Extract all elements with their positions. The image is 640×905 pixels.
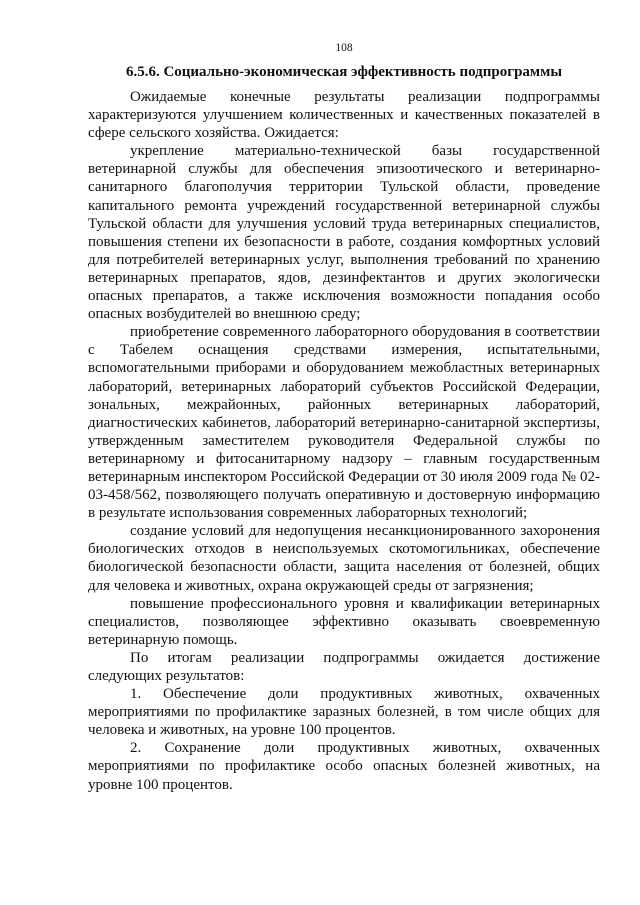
section-body [88,88,600,794]
page-number: 108 [335,42,353,54]
paragraph-results-intro: По итогам реализации подпрограммы ожидается достижение следующих результатов: [88,649,600,684]
paragraph-intro: Ожидаемые конечные результаты реализации подпрограммы характеризуются улучшением количественных и качественных показателей в сфере сельского хозяйства. Ожидается: [88,89,600,142]
result-item-2: 2. Сохранение доли продуктивных животных, охваченных мероприятиями по профилактике особо опасных болезней животных, на уровне 100 процентов. [88,740,600,793]
paragraph-strengthening: укрепление материально-технической базы государственной ветеринарной службы для обеспечения эпизоотического и ветеринарно-санитарного благополучия территории Тульской области, проведение капитального ремонта учреждений государственной ветеринарной службы Тульской области для улучшения условий труда ветеринарных специалистов, повышения степени их безопасности в работе, создания комфортных условий для потребителей ветеринарных услуг, выполнения требований по хранению ветеринарных препаратов, ядов, дезинфектантов и других экологически опасных препаратов, а также исключения возможности попадания особо опасных возбудителей во внешнюю среду; [88,143,600,323]
section-heading: 6.5.6. Социально-экономическая эффективность подпрограммы [125,64,563,80]
paragraph-qualification: повышение профессионального уровня и квалификации ветеринарных специалистов, позволяющее эффективно оказывать своевременную ветеринарную помощь. [88,595,600,648]
paragraph-equipment: приобретение современного лабораторного оборудования в соответствии с Табелем оснащения средствами измерения, испытательными, вспомогательными приборами и оборудованием межобластных ветеринарных лабораторий, ветеринарных лабораторий субъектов Российской Федерации, зональных, межрайонных, районных ветеринарных лабораторий, диагностических кабинетов, лабораторий ветеринарно-санитарной экспертизы, утвержденным заместителем руководителя Федеральной службы по ветеринарному и фитосанитарному надзору – главным государственным ветеринарным инспектором Российской Федерации от 30 июля 2009 года № 02-03-458/562, позволяющего получать оперативную и достоверную информацию в результате использования современных лабораторных технологий; [88,324,600,522]
paragraph-conditions: создание условий для недопущения несанкционированного захоронения биологических отходов в неиспользуемых скотомогильниках, обеспечение биологической безопасности области, защита населения от болезней, общих для человека и животных, охрана окружающей среды от загрязнения; [88,523,600,594]
result-item-1: 1. Обеспечение доли продуктивных животных, охваченных мероприятиями по профилактике заразных болезней, в том числе общих для человека и животных, на уровне 100 процентов. [88,686,600,739]
